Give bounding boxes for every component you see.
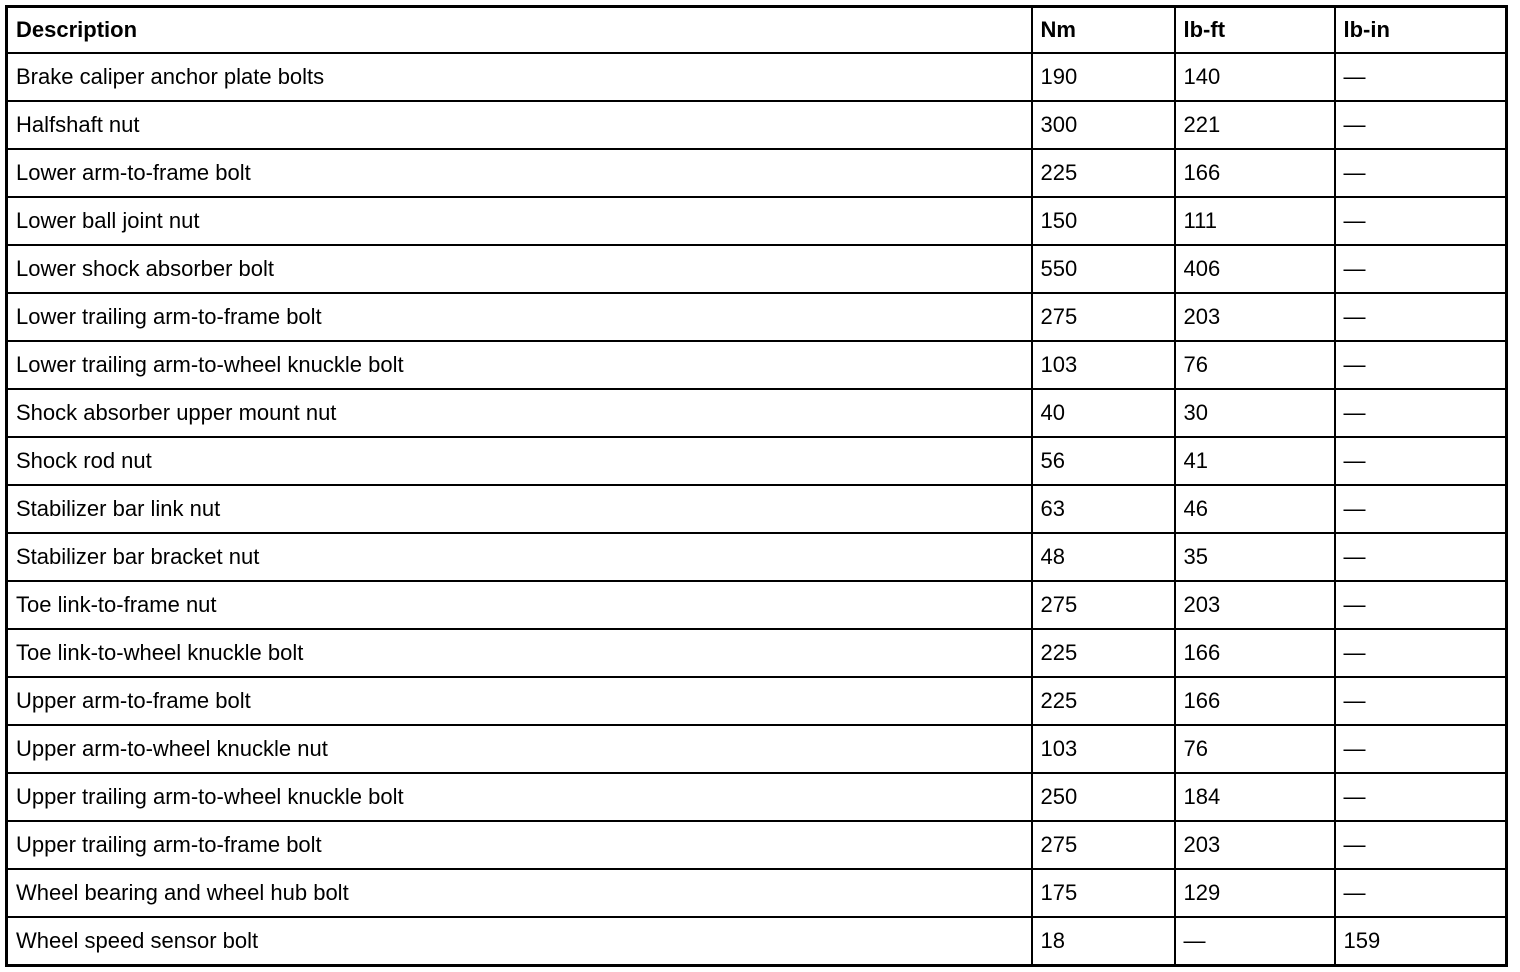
lb-in-cell: — — [1335, 581, 1507, 629]
description-cell: Toe link-to-wheel knuckle bolt — [7, 629, 1032, 677]
lb-ft-cell: 30 — [1175, 389, 1335, 437]
header-lb-ft: lb-ft — [1175, 7, 1335, 54]
description-cell: Stabilizer bar bracket nut — [7, 533, 1032, 581]
description-cell: Upper arm-to-wheel knuckle nut — [7, 725, 1032, 773]
description-cell: Shock rod nut — [7, 437, 1032, 485]
lb-ft-cell: 76 — [1175, 341, 1335, 389]
nm-cell: 150 — [1032, 197, 1175, 245]
table-row — [7, 629, 1507, 677]
lb-in-cell: — — [1335, 533, 1507, 581]
lb-in-cell: — — [1335, 437, 1507, 485]
lb-ft-cell: 140 — [1175, 53, 1335, 101]
nm-cell: 103 — [1032, 725, 1175, 773]
lb-in-cell: — — [1335, 677, 1507, 725]
table-row — [7, 821, 1507, 869]
table-row — [7, 101, 1507, 149]
nm-cell: 48 — [1032, 533, 1175, 581]
nm-cell: 225 — [1032, 629, 1175, 677]
lb-ft-cell: 184 — [1175, 773, 1335, 821]
lb-in-cell: — — [1335, 149, 1507, 197]
lb-in-cell: — — [1335, 821, 1507, 869]
table-row — [7, 773, 1507, 821]
nm-cell: 18 — [1032, 917, 1175, 966]
table-row — [7, 581, 1507, 629]
lb-ft-cell: 129 — [1175, 869, 1335, 917]
lb-in-cell: — — [1335, 197, 1507, 245]
lb-ft-cell: 166 — [1175, 677, 1335, 725]
lb-in-cell: — — [1335, 293, 1507, 341]
description-cell: Wheel bearing and wheel hub bolt — [7, 869, 1032, 917]
description-cell: Upper trailing arm-to-wheel knuckle bolt — [7, 773, 1032, 821]
description-cell: Wheel speed sensor bolt — [7, 917, 1032, 966]
nm-cell: 190 — [1032, 53, 1175, 101]
table-row — [7, 437, 1507, 485]
lb-in-cell: — — [1335, 53, 1507, 101]
table-body — [7, 53, 1507, 966]
table-row — [7, 149, 1507, 197]
nm-cell: 275 — [1032, 581, 1175, 629]
lb-ft-cell: 166 — [1175, 629, 1335, 677]
lb-in-cell: — — [1335, 245, 1507, 293]
lb-ft-cell: — — [1175, 917, 1335, 966]
lb-in-cell: — — [1335, 725, 1507, 773]
lb-ft-cell: 41 — [1175, 437, 1335, 485]
nm-cell: 275 — [1032, 293, 1175, 341]
nm-cell: 300 — [1032, 101, 1175, 149]
nm-cell: 63 — [1032, 485, 1175, 533]
description-cell: Stabilizer bar link nut — [7, 485, 1032, 533]
lb-in-cell: — — [1335, 485, 1507, 533]
description-cell: Brake caliper anchor plate bolts — [7, 53, 1032, 101]
lb-in-cell: — — [1335, 341, 1507, 389]
description-cell: Toe link-to-frame nut — [7, 581, 1032, 629]
lb-ft-cell: 166 — [1175, 149, 1335, 197]
lb-ft-cell: 46 — [1175, 485, 1335, 533]
lb-in-cell: — — [1335, 629, 1507, 677]
description-cell: Lower arm-to-frame bolt — [7, 149, 1032, 197]
header-row — [7, 7, 1507, 54]
description-cell: Halfshaft nut — [7, 101, 1032, 149]
table-row — [7, 485, 1507, 533]
header-lb-in: lb-in — [1335, 7, 1507, 54]
lb-in-cell: — — [1335, 869, 1507, 917]
description-cell: Lower ball joint nut — [7, 197, 1032, 245]
lb-ft-cell: 406 — [1175, 245, 1335, 293]
torque-specifications-table — [5, 5, 1508, 967]
description-cell: Upper arm-to-frame bolt — [7, 677, 1032, 725]
nm-cell: 225 — [1032, 677, 1175, 725]
table-row — [7, 725, 1507, 773]
description-cell: Lower trailing arm-to-wheel knuckle bolt — [7, 341, 1032, 389]
nm-cell: 40 — [1032, 389, 1175, 437]
lb-ft-cell: 203 — [1175, 293, 1335, 341]
lb-ft-cell: 111 — [1175, 197, 1335, 245]
table-row — [7, 245, 1507, 293]
nm-cell: 56 — [1032, 437, 1175, 485]
nm-cell: 103 — [1032, 341, 1175, 389]
description-cell: Lower shock absorber bolt — [7, 245, 1032, 293]
table-row — [7, 341, 1507, 389]
table-row — [7, 533, 1507, 581]
lb-in-cell: — — [1335, 389, 1507, 437]
nm-cell: 175 — [1032, 869, 1175, 917]
table-row — [7, 197, 1507, 245]
lb-in-cell: 159 — [1335, 917, 1507, 966]
nm-cell: 275 — [1032, 821, 1175, 869]
lb-ft-cell: 35 — [1175, 533, 1335, 581]
lb-in-cell: — — [1335, 773, 1507, 821]
nm-cell: 225 — [1032, 149, 1175, 197]
lb-in-cell: — — [1335, 101, 1507, 149]
description-cell: Upper trailing arm-to-frame bolt — [7, 821, 1032, 869]
description-cell: Shock absorber upper mount nut — [7, 389, 1032, 437]
description-cell: Lower trailing arm-to-frame bolt — [7, 293, 1032, 341]
table-row — [7, 917, 1507, 966]
nm-cell: 250 — [1032, 773, 1175, 821]
lb-ft-cell: 203 — [1175, 821, 1335, 869]
table-row — [7, 677, 1507, 725]
lb-ft-cell: 221 — [1175, 101, 1335, 149]
lb-ft-cell: 76 — [1175, 725, 1335, 773]
header-nm: Nm — [1032, 7, 1175, 54]
table-row — [7, 293, 1507, 341]
table-row — [7, 869, 1507, 917]
table-row — [7, 389, 1507, 437]
header-description: Description — [7, 7, 1032, 54]
table-row — [7, 53, 1507, 101]
nm-cell: 550 — [1032, 245, 1175, 293]
lb-ft-cell: 203 — [1175, 581, 1335, 629]
